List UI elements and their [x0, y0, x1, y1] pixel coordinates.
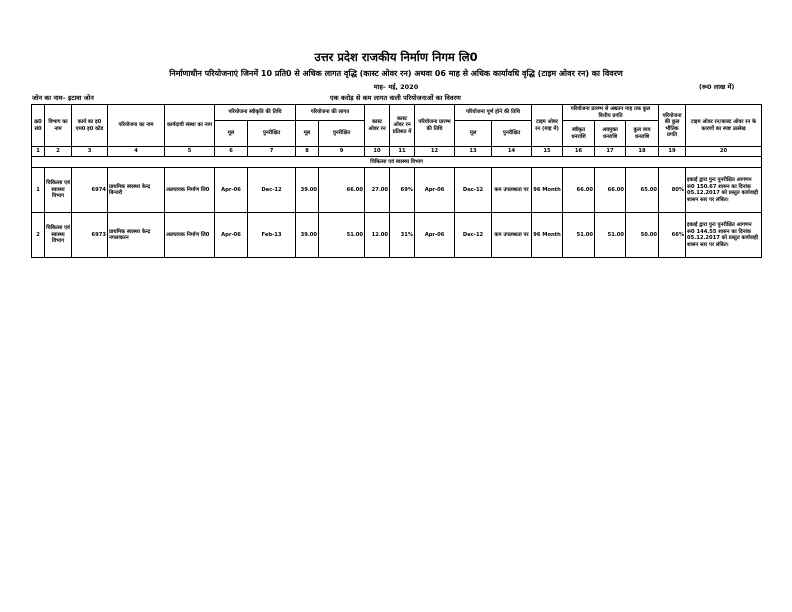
cell-sanctioned-amt: 51.00: [563, 213, 595, 258]
col-reason-header: टाइम ओवर रन/कास्ट ओवर रन के कारणों का स्पष्ट उल्लेख: [686, 105, 762, 147]
col-cost-revised: पुनरीक्षित: [319, 121, 365, 147]
col-number: 3: [72, 147, 108, 157]
col-number: 18: [626, 147, 659, 157]
cell-time-overrun: 96 Month: [532, 213, 563, 258]
col-number: 19: [659, 147, 686, 157]
cell-sno: 1: [32, 168, 45, 213]
col-number: 12: [415, 147, 455, 157]
col-number: 10: [365, 147, 390, 157]
cell-physical: 80%: [659, 168, 686, 213]
cell-cost-overrun-pct: 69%: [390, 168, 415, 213]
table-title: एक करोड़ से कम लागत वाली परियोजनाओं का विवरण: [330, 94, 461, 102]
cell-code: 6974: [72, 168, 108, 213]
col-start-date-header: परियोजना प्रारम्भ की तिथि: [415, 105, 455, 147]
cell-sanction-revised: Dec-12: [248, 168, 296, 213]
col-sanction-original: मूल: [215, 121, 248, 147]
col-number: 1: [32, 147, 45, 157]
organization-title: उत्तर प्रदेश राजकीय निर्माण निगम लि0: [314, 50, 478, 64]
cell-dept: चिकित्सा एवं स्वास्थ्य विभाग: [45, 213, 72, 258]
cell-cost-overrun: 12.00: [365, 213, 390, 258]
cell-completion-revised: कम उपलब्धता पर: [492, 213, 532, 258]
cell-reason: इकाई द्वारा पुनः पुनरीक्षित आगणन रू0 150.67 शासन का दिनांक 05.12.2017 को प्रस्तुत कार्यवाही शासन स्तर पर लंबित।: [686, 168, 762, 213]
col-sanction-revised: पुनरीक्षित: [248, 121, 296, 147]
col-number: 7: [248, 147, 296, 157]
col-completion-header: परियोजना पूर्ण होने की तिथि: [455, 105, 532, 121]
col-time-overrun-header: टाइम ओवर रन (माह में): [532, 105, 563, 147]
cell-agency: अलघायक निर्माण लि0: [165, 168, 215, 213]
cell-released-amt: 51.00: [595, 213, 626, 258]
cell-sanction-original: Apr-06: [215, 213, 248, 258]
cell-start-date: Apr-06: [415, 213, 455, 258]
cell-start-date: Apr-06: [415, 168, 455, 213]
table-row: [32, 213, 762, 258]
col-physical-header: परियोजना की कुल भौतिक प्रगति: [659, 105, 686, 147]
cell-dept: चिकित्सा एवं स्वास्थ्य विभाग: [45, 168, 72, 213]
section-title: चिकित्सा एवं स्वास्थ्य विभाग: [32, 157, 762, 168]
cell-completion-revised: कम उपलब्धता पर: [492, 168, 532, 213]
zone-name: जोन का नाम– इटावा जोन: [32, 94, 94, 102]
col-number: 13: [455, 147, 492, 157]
cell-project: प्राथमिक स्वास्थ्य केन्द्र बिन्जरी: [108, 168, 165, 213]
col-released-amt: अवमुक्त धनराशि: [595, 121, 626, 147]
cell-cost-original: 39.00: [296, 168, 319, 213]
report-month: माह– मई, 2020: [373, 83, 419, 91]
cell-cost-revised: 51.00: [319, 213, 365, 258]
col-code-header: कार्य का इ0 एम0 इ0 कोड: [72, 105, 108, 147]
col-completion-original: मूल: [455, 121, 492, 147]
col-number: 11: [390, 147, 415, 157]
col-number: 17: [595, 147, 626, 157]
col-number: 5: [165, 147, 215, 157]
cell-physical: 66%: [659, 213, 686, 258]
cell-reason: इकाई द्वारा पुनः पुनरीक्षित आगणन रू0 144.55 शासन का दिनांक 05.12.2017 को प्रस्तुत कार्यवाही शासन स्तर पर लंबित।: [686, 213, 762, 258]
column-number-row: [32, 147, 762, 157]
report-subtitle: निर्माणाधीन परियोजनाएं जिनमें 10 प्रति0 से अधिक लागत वृद्धि (कास्ट ओवर रन) अथवा 06 माह से अधिक कार्यावधि वृद्धि (टाइम ओवर रन) का विवरण: [169, 69, 623, 78]
col-number: 9: [319, 147, 365, 157]
col-cost-overrun-pct-header: कास्ट ओवर रन प्रतिशत में: [390, 105, 415, 147]
header-row-1: [32, 105, 762, 121]
col-completion-revised: पुनरीक्षित: [492, 121, 532, 147]
section-row: [32, 157, 762, 168]
col-spent-amt: कुल व्यय धनराशि: [626, 121, 659, 147]
cell-cost-overrun: 27.00: [365, 168, 390, 213]
cell-spent-amt: 65.00: [626, 168, 659, 213]
cell-released-amt: 66.00: [595, 168, 626, 213]
col-cost-overrun-header: कास्ट ओवर रन: [365, 105, 390, 147]
cell-sanctioned-amt: 66.00: [563, 168, 595, 213]
col-number: 2: [45, 147, 72, 157]
cell-project: प्राथमिक स्वास्थ्य केन्द्र नगलाकरन: [108, 213, 165, 258]
col-agency-header: कार्यदायी संस्था का नाम: [165, 105, 215, 147]
table-row: [32, 168, 762, 213]
col-number: 8: [296, 147, 319, 157]
cell-agency: अलघायक निर्माण लि0: [165, 213, 215, 258]
col-project-header: परियोजना का नाम: [108, 105, 165, 147]
col-cost-header: परियोजना की लागत: [296, 105, 365, 121]
cell-cost-original: 39.00: [296, 213, 319, 258]
cell-code: 6973: [72, 213, 108, 258]
col-financial-header: परियोजना प्रारम्भ से अद्यतन माह तक कुल वित्तीय प्रगति: [563, 105, 659, 121]
cell-sanction-original: Apr-06: [215, 168, 248, 213]
cell-sanction-revised: Feb-13: [248, 213, 296, 258]
col-dept-header: विभाग का नाम: [45, 105, 72, 147]
col-number: 15: [532, 147, 563, 157]
col-number: 20: [686, 147, 762, 157]
col-number: 4: [108, 147, 165, 157]
col-number: 14: [492, 147, 532, 157]
cell-cost-overrun-pct: 31%: [390, 213, 415, 258]
col-sno-header: क्र0 सं0: [32, 105, 45, 147]
cell-spent-amt: 50.00: [626, 213, 659, 258]
currency-unit: (रू0 लाख में): [699, 83, 735, 91]
col-number: 6: [215, 147, 248, 157]
cell-cost-revised: 66.00: [319, 168, 365, 213]
col-cost-original: मूल: [296, 121, 319, 147]
cell-completion-original: Dec-12: [455, 168, 492, 213]
cell-sno: 2: [32, 213, 45, 258]
col-number: 16: [563, 147, 595, 157]
cell-time-overrun: 96 Month: [532, 168, 563, 213]
col-sanctioned-amt: स्वीकृत धनराशि: [563, 121, 595, 147]
projects-table: [31, 104, 762, 258]
col-sanction-header: परियोजना स्वीकृति की तिथि: [215, 105, 296, 121]
cell-completion-original: Dec-12: [455, 213, 492, 258]
